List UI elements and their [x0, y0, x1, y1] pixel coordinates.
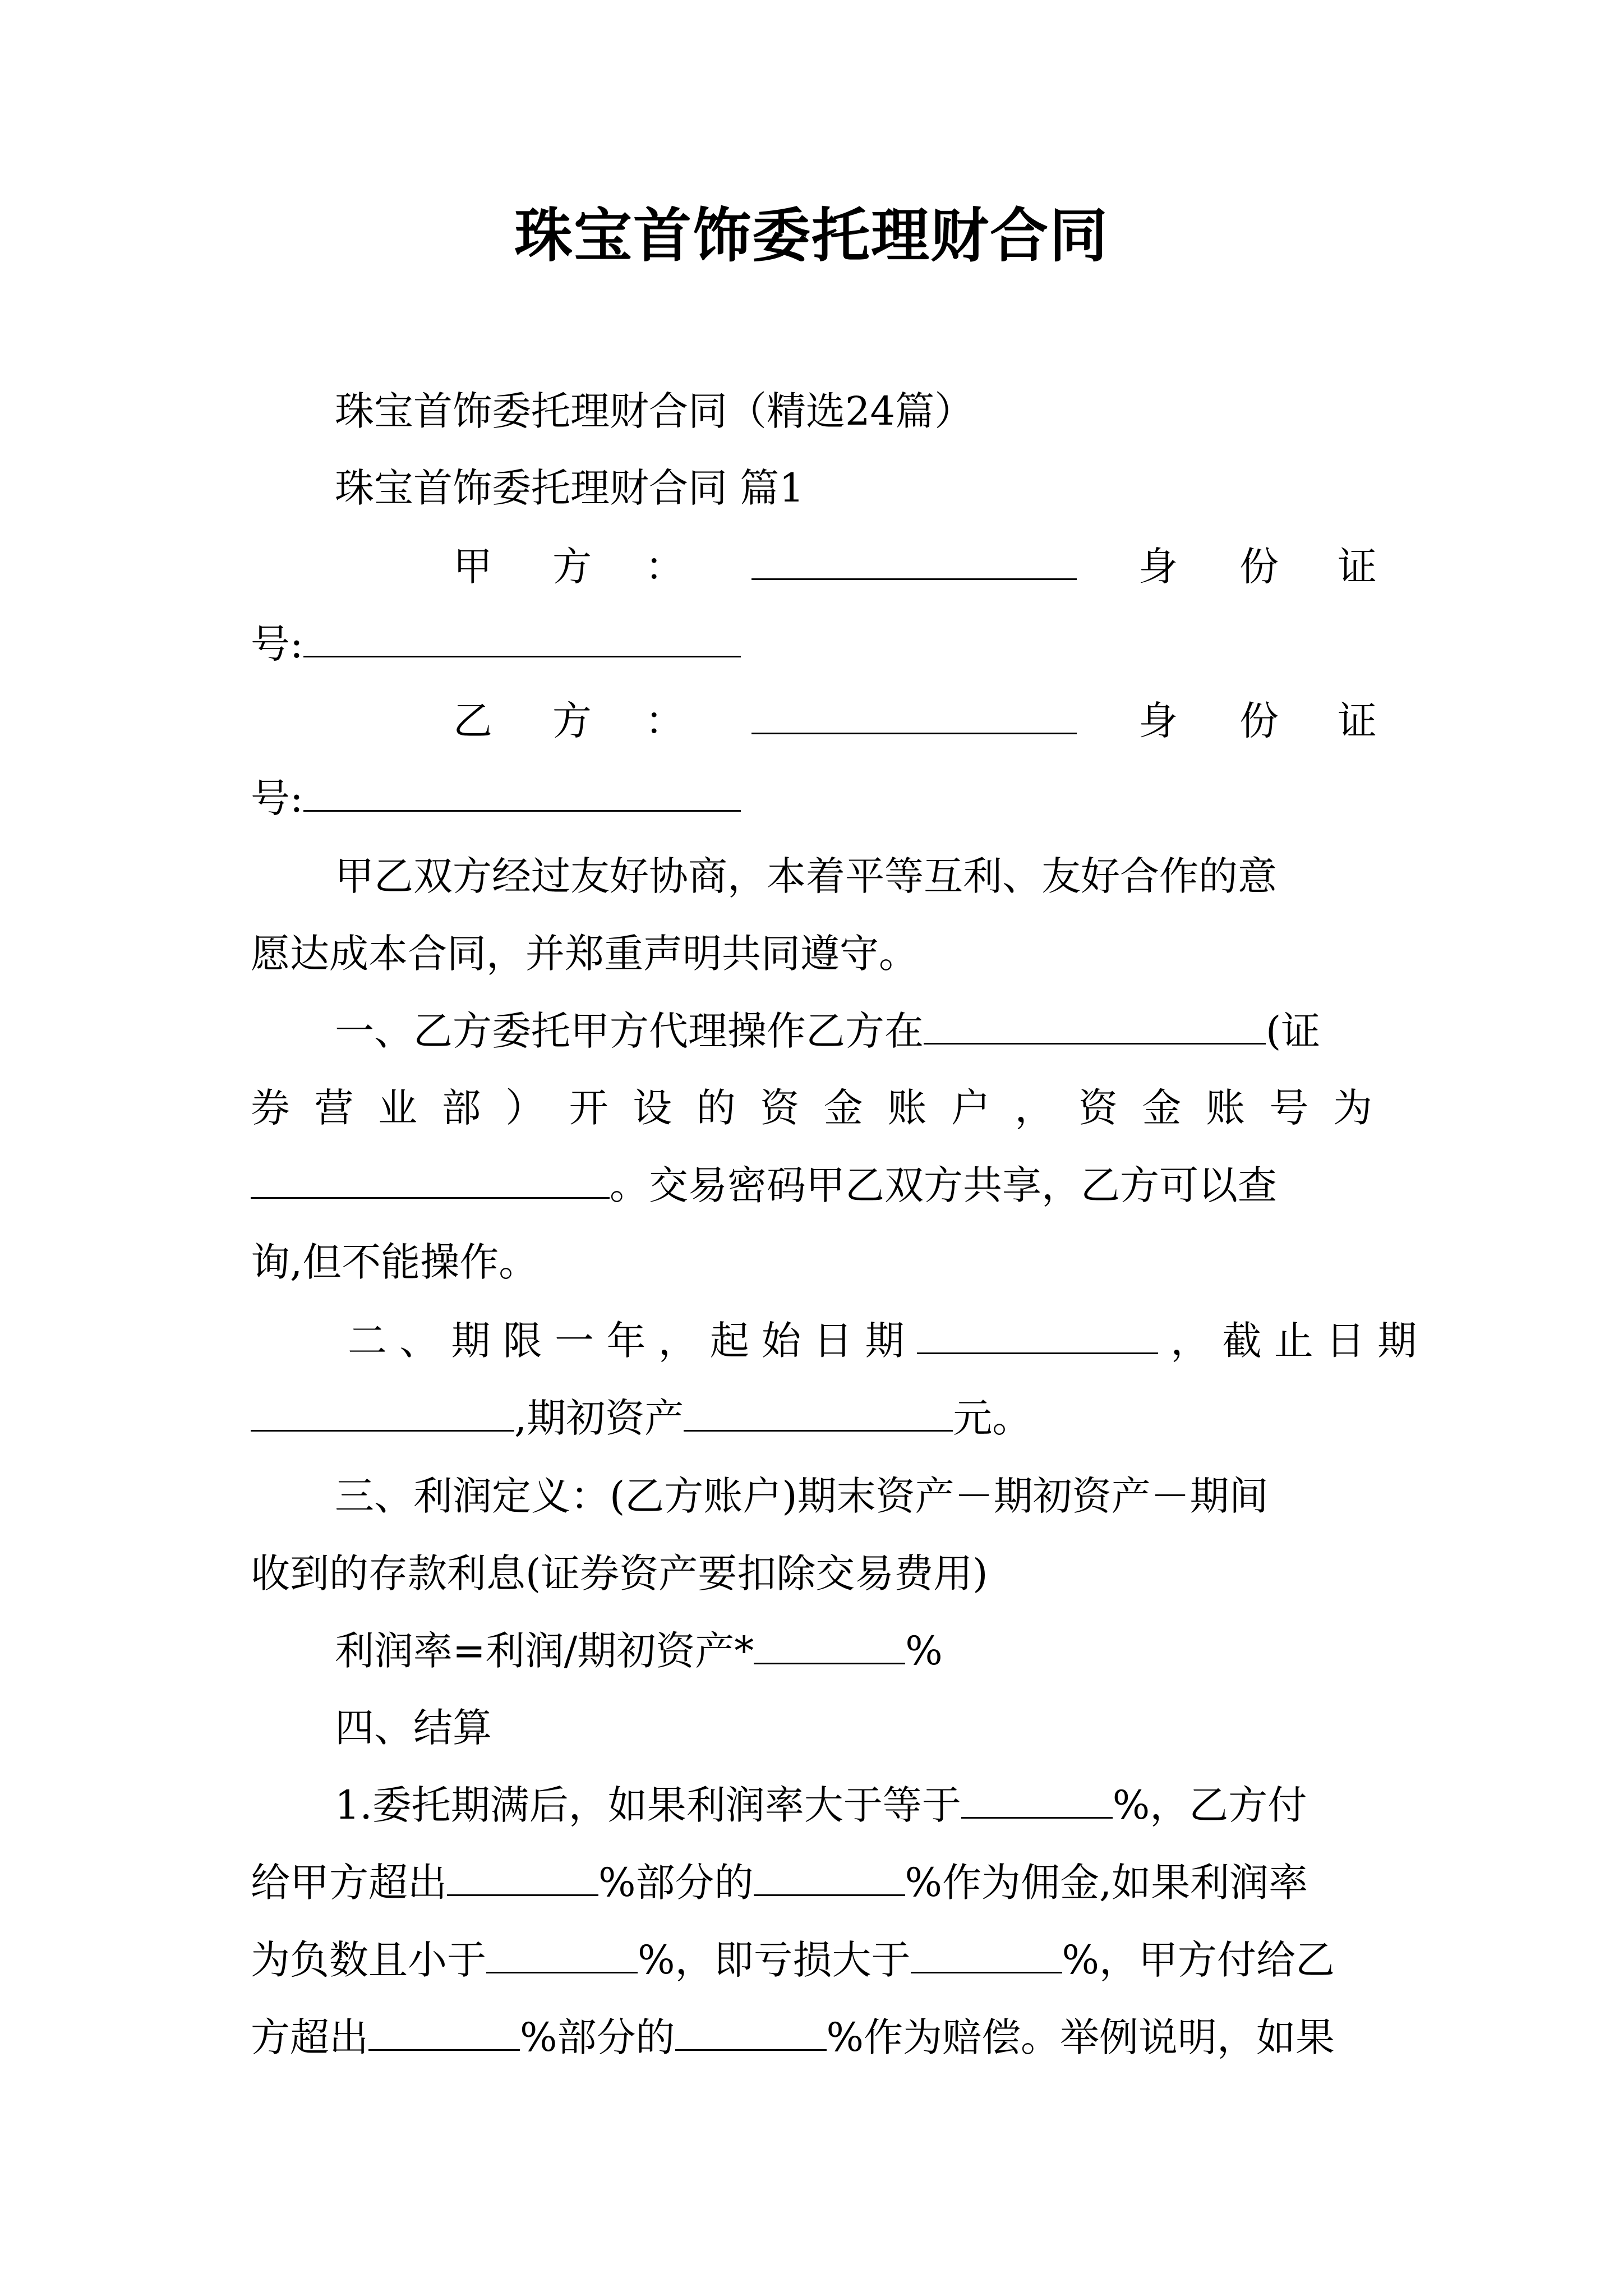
clause-2-char: 限 — [502, 1318, 542, 1364]
party-a-label-char: ： — [645, 544, 684, 590]
party-b-id-label: 号: — [251, 775, 303, 821]
party-b-id-blank — [303, 775, 741, 812]
initial-asset-blank — [684, 1395, 953, 1432]
party-b-label-char: 证 — [1338, 698, 1377, 744]
party-a-label-char: 方 — [552, 544, 592, 590]
party-b-name-blank — [751, 693, 1077, 749]
clause-1-char: ， — [1015, 1085, 1061, 1131]
settlement-line-2 — [251, 1855, 1308, 1911]
party-b-label-char: 乙 — [453, 698, 492, 744]
clause-1-line-2 — [251, 1080, 1372, 1136]
clause-2-text-c: ,期初资产 — [514, 1395, 684, 1441]
settlement-blank — [754, 1860, 905, 1896]
intro-line-1: 甲乙双方经过友好协商，本着平等互利、友好合作的意 — [335, 853, 1277, 899]
clause-1-char: 号 — [1269, 1085, 1315, 1131]
settlement-blank — [961, 1782, 1113, 1819]
clause-1-char: 资 — [760, 1085, 805, 1131]
clause-1-char: 金 — [1142, 1085, 1188, 1131]
clause-1-char: 开 — [569, 1085, 615, 1131]
party-b-id-line — [251, 770, 741, 826]
settlement-line-4 — [251, 2009, 1335, 2065]
party-a-label-char: 甲 — [453, 544, 492, 590]
party-a-label-char: 身 — [1138, 544, 1178, 590]
start-date-blank — [917, 1318, 1158, 1354]
clause-2-char: 日 — [1325, 1318, 1365, 1364]
document-title: 珠宝首饰委托理财合同 — [514, 201, 1109, 270]
settlement-blank — [447, 1860, 598, 1896]
clause-2-text-d: 元。 — [953, 1395, 1032, 1441]
settlement-text: 方超出 — [251, 2014, 368, 2060]
settlement-text: 为负数且小于 — [251, 1937, 486, 1983]
clause-1-char: 设 — [633, 1085, 678, 1131]
clause-2-char: 期 — [865, 1318, 905, 1364]
clause-2-char: 、 — [399, 1318, 439, 1364]
clause-1-text-c: 。交易密码甲乙双方共享，乙方可以查 — [610, 1162, 1277, 1208]
clause-1-char: 账 — [1205, 1085, 1251, 1131]
clause-1-char: 部 — [441, 1085, 487, 1131]
clause-1-text-b: (证 — [1266, 1008, 1321, 1054]
clause-1-text-a: 一、乙方委托甲方代理操作乙方在 — [335, 1008, 924, 1054]
clause-3-line-2: 收到的存款利息(证券资产要扣除交易费用) — [251, 1550, 988, 1596]
clause-1-char: 业 — [378, 1085, 423, 1131]
clause-2-char: ， — [658, 1318, 698, 1364]
clause-2-char: 始 — [762, 1318, 801, 1364]
party-a-label-char: 证 — [1338, 544, 1377, 590]
settlement-text: %，甲方付给乙 — [1062, 1937, 1335, 1983]
clause-1-line-3 — [251, 1157, 1277, 1213]
settlement-text: 1.委托期满后，如果利润率大于等于 — [335, 1782, 961, 1828]
party-a-id-blank — [303, 621, 741, 657]
settlement-text: %作为赔偿。举例说明，如果 — [826, 2014, 1335, 2060]
clause-2-line-2 — [251, 1390, 1031, 1446]
settlement-text: %作为佣金,如果利润率 — [905, 1860, 1308, 1906]
settlement-blank — [486, 1937, 638, 1973]
party-a-name-blank — [751, 539, 1077, 595]
settlement-blank — [368, 2014, 520, 2051]
party-b-label-char: ： — [645, 698, 684, 744]
settlement-text: %，即亏损大于 — [638, 1937, 911, 1983]
settlement-text: 给甲方超出 — [251, 1860, 447, 1906]
intro-line-2: 愿达成本合同，并郑重声明共同遵守。 — [251, 931, 918, 977]
settlement-blank — [675, 2014, 827, 2051]
party-a-label-char: 份 — [1239, 544, 1279, 590]
profit-rate-formula: 利润率=利润/期初资产* — [335, 1628, 754, 1674]
document-subtitle: 珠宝首饰委托理财合同（精选24篇） — [335, 388, 974, 434]
clause-2-char: 日 — [813, 1318, 853, 1364]
clause-1-line-4: 询,但不能操作。 — [251, 1239, 538, 1285]
clause-1-char: 户 — [951, 1085, 997, 1131]
clause-3-line-1: 三、利润定义：(乙方账户)期末资产－期初资产－期间 — [335, 1473, 1269, 1519]
clause-2-char: 期 — [1377, 1318, 1417, 1364]
clause-1-char: 账 — [887, 1085, 933, 1131]
clause-2-line-1 — [348, 1313, 1417, 1369]
party-b-label-char: 份 — [1239, 698, 1279, 744]
end-date-blank — [251, 1395, 514, 1432]
party-b-label-char: 身 — [1138, 698, 1178, 744]
settlement-line-3 — [251, 1932, 1335, 1988]
settlement-line-1 — [335, 1777, 1307, 1833]
party-a-id-label: 号: — [251, 621, 303, 667]
percent-sign: % — [905, 1628, 943, 1674]
profit-rate-blank — [754, 1628, 905, 1664]
clause-1-char: 券 — [251, 1085, 296, 1131]
settlement-text: %部分的 — [520, 2014, 675, 2060]
settlement-text: %，乙方付 — [1112, 1782, 1307, 1828]
party-a-id-line — [251, 616, 741, 672]
securities-dept-blank — [924, 1008, 1266, 1045]
clause-1-char: 的 — [696, 1085, 742, 1131]
clause-1-char: 金 — [823, 1085, 869, 1131]
clause-1-char: 资 — [1078, 1085, 1124, 1131]
profit-rate-line — [335, 1623, 943, 1679]
settlement-text: %部分的 — [598, 1860, 754, 1906]
clause-2-char: 二 — [348, 1318, 387, 1364]
clause-1-char: 营 — [314, 1085, 360, 1131]
section-heading: 珠宝首饰委托理财合同 篇1 — [335, 465, 804, 511]
clause-4-heading: 四、结算 — [335, 1705, 492, 1751]
clause-1-char: ） — [505, 1085, 551, 1131]
settlement-blank — [911, 1937, 1062, 1973]
clause-2-char: 止 — [1274, 1318, 1313, 1364]
account-number-blank — [251, 1162, 610, 1199]
party-b-label-char: 方 — [552, 698, 592, 744]
clause-2-char: 一 — [555, 1318, 594, 1364]
clause-2-char: ， — [1170, 1318, 1210, 1364]
clause-2-char: 年 — [606, 1318, 646, 1364]
clause-1-char: 为 — [1333, 1085, 1373, 1131]
clause-1-line-1 — [335, 1003, 1320, 1059]
clause-2-char: 起 — [709, 1318, 749, 1364]
clause-2-char: 期 — [451, 1318, 491, 1364]
clause-2-char: 截 — [1222, 1318, 1262, 1364]
